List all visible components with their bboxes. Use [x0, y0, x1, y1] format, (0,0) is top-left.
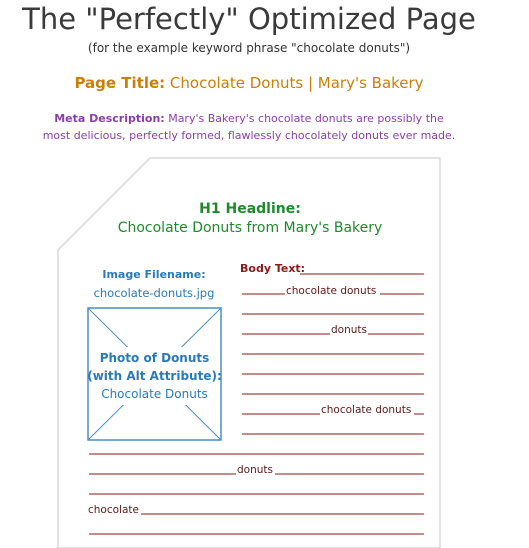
keyword-chocolate-donuts-2: chocolate donuts	[321, 404, 412, 416]
page-title-value: Chocolate Donuts | Mary's Bakery	[169, 74, 424, 92]
image-filename: chocolate-donuts.jpg	[93, 286, 215, 300]
keyword-donuts-2: donuts	[237, 464, 273, 476]
keyword-chocolate-donuts-1: chocolate donuts	[286, 285, 377, 297]
body-text-label: Body Text:	[240, 262, 306, 275]
h1-headline-label: H1 Headline:	[199, 201, 301, 217]
keyword-donuts-1: donuts	[331, 324, 367, 336]
meta-description-value: Mary's Bakery's chocolate donuts are possibly the most delicious, perfectly formed, flawlessly chocolately donuts ever made.	[42, 112, 456, 142]
h1-headline-text: Chocolate Donuts from Mary's Bakery	[117, 220, 383, 236]
page-heading: The "Perfectly" Optimized Page	[22, 2, 476, 36]
page-title-label: Page Title:	[74, 74, 166, 92]
photo-alt-text: Chocolate Donuts	[101, 387, 208, 401]
photo-line-1: Photo of Donuts	[99, 351, 210, 365]
keyword-chocolate: chocolate	[88, 504, 139, 516]
photo-line-2: (with Alt Attribute):	[87, 369, 222, 383]
page-subheading: (for the example keyword phrase "chocolate donuts")	[87, 41, 411, 55]
photo-caption	[87, 349, 222, 403]
image-filename-label: Image Filename:	[102, 268, 206, 281]
meta-description-label: Meta Description:	[54, 112, 165, 125]
